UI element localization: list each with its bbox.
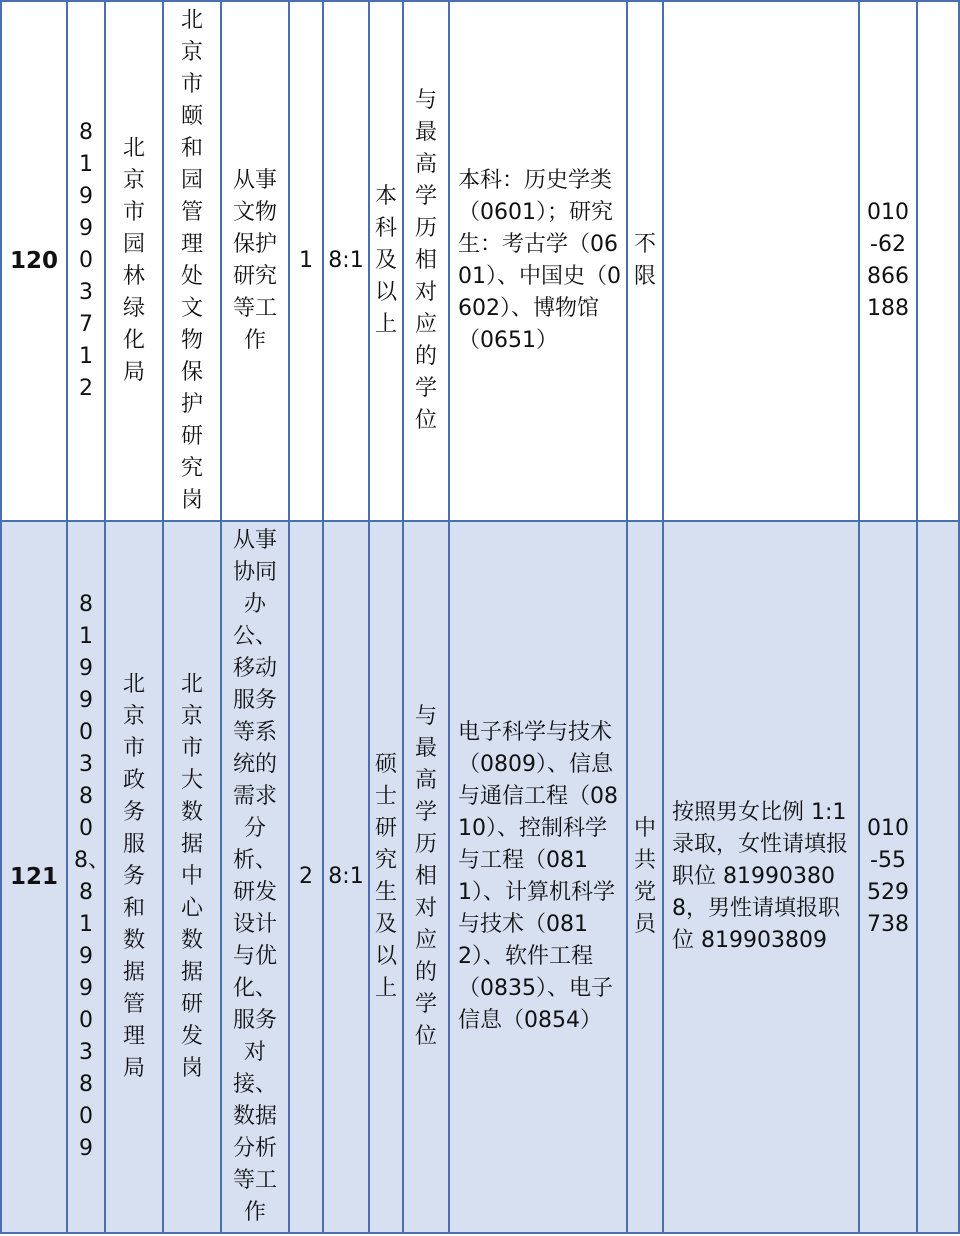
table-row [1, 1, 959, 521]
count-cell: 2 [289, 521, 323, 1233]
ratio-cell [323, 1, 369, 521]
note [663, 1, 859, 521]
department: 北京市园林绿化局 [122, 136, 145, 385]
department-cell [105, 521, 163, 1233]
duty-cell [221, 1, 289, 521]
education-cell [369, 1, 403, 521]
ratio-cell [323, 521, 369, 1233]
duty-cell [221, 521, 289, 1233]
unit-cell [163, 521, 221, 1233]
major: 本科：历史学类（0601）；研究生：考古学（0601）、中国史（0602）、博物馆（0651） [449, 1, 627, 521]
unit-cell [163, 1, 221, 521]
degree-cell [403, 1, 449, 521]
row-number: 121 [1, 521, 67, 1233]
position-code-cell [67, 521, 110, 1233]
table-row [1, 521, 959, 1233]
phone-cell [859, 1, 917, 521]
political-status: 中共党员 [633, 816, 656, 937]
department-cell [105, 1, 163, 521]
job-duty: 从事协同办公、移动服务等系统的需求分析、研发设计与优化、服务对接、数据分析等工作 [232, 528, 277, 1225]
phone: 010-55529738 [867, 816, 909, 937]
ratio: 8:1 [328, 248, 364, 273]
ratio: 8:1 [328, 864, 364, 889]
count-cell: 1 [289, 1, 323, 521]
unit-position: 北京市颐和园管理处文物保护研究岗 [180, 8, 203, 513]
extra-cell [917, 521, 959, 1233]
political-cell [627, 1, 663, 521]
row-number: 120 [1, 1, 67, 521]
phone: 010-62866188 [867, 200, 909, 321]
education: 硕士研究生及以上 [374, 752, 397, 1001]
degree: 与最高学历相对应的学位 [414, 88, 437, 433]
degree: 与最高学历相对应的学位 [414, 704, 437, 1049]
job-duty: 从事文物保护研究等工作 [232, 168, 277, 353]
political-cell [627, 521, 663, 1233]
education-cell [369, 521, 403, 1233]
position-code: 819903808、819903809 [74, 592, 110, 1161]
political-status: 不限 [633, 232, 656, 289]
position-code-cell [67, 1, 105, 521]
degree-cell [403, 521, 449, 1233]
major: 电子科学与技术（0809）、信息与通信工程（0810）、控制科学与工程（0811）、计算机科学与技术（0812）、软件工程（0835）、电子信息（0854） [449, 521, 627, 1233]
department: 北京市政务服务和数据管理局 [122, 672, 145, 1081]
unit-position: 北京市大数据中心数据研发岗 [180, 672, 203, 1081]
phone-cell [859, 521, 917, 1233]
note: 按照男女比例 1:1 录取，女性请填报职位 819903808，男性请填报职位 819903809 [663, 521, 859, 1233]
extra-cell [917, 1, 959, 521]
education: 本科及以上 [374, 184, 397, 337]
position-code: 819903712 [79, 120, 93, 401]
